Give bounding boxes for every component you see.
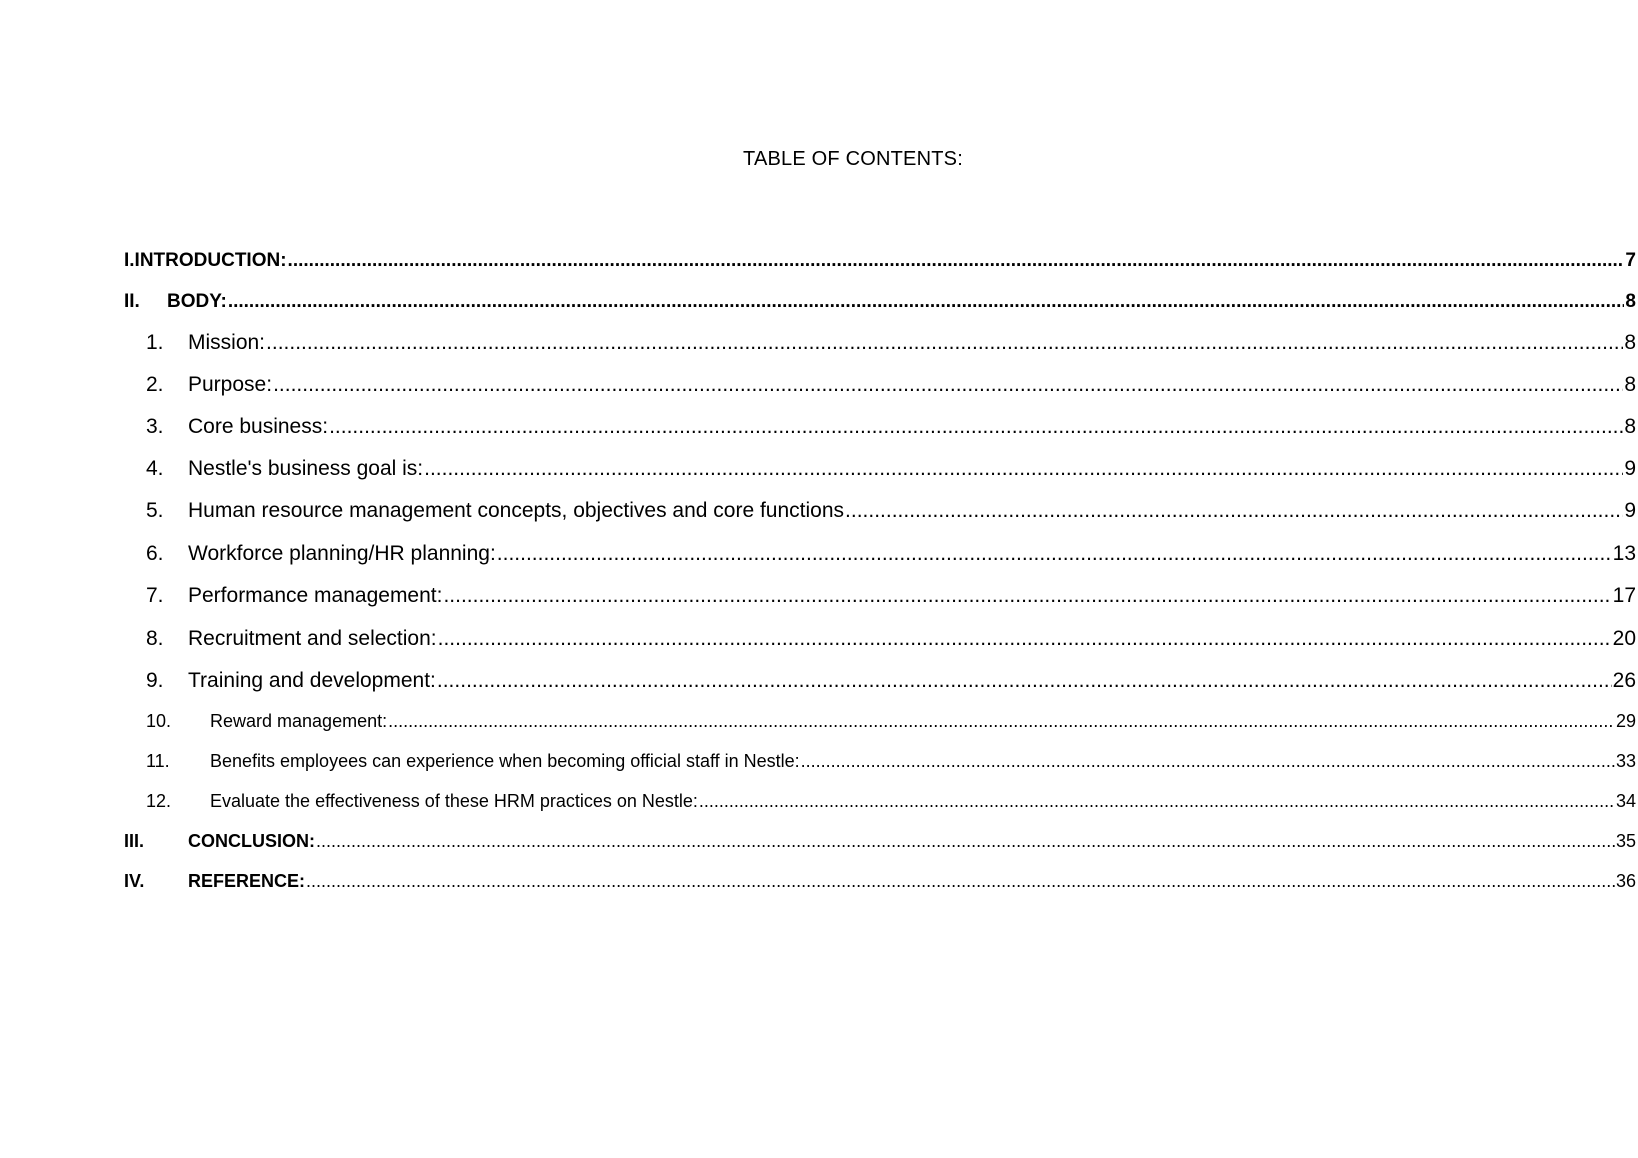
toc-entry-number: 10. — [146, 711, 172, 731]
toc-entry-evaluate[interactable] — [124, 791, 1636, 812]
toc-entry-number: 12. — [146, 791, 172, 811]
toc-page-number: 33 — [1615, 751, 1636, 771]
toc-page-number: 34 — [1615, 791, 1636, 811]
toc-entry-workforce-planning[interactable] — [124, 542, 1636, 566]
dot-leader — [438, 627, 1612, 651]
toc-entry-number: 5. — [146, 499, 164, 522]
toc-entry-number: 11. — [146, 751, 170, 771]
dot-leader — [329, 415, 1623, 439]
dot-leader — [266, 331, 1623, 355]
toc-entry-text: Mission: — [188, 331, 266, 354]
toc-page-number: 8 — [1624, 373, 1636, 396]
toc-entry-recruitment[interactable] — [124, 627, 1636, 651]
toc-entry-number: 3. — [146, 415, 164, 438]
dot-leader — [228, 291, 1625, 313]
dot-leader — [497, 542, 1612, 566]
toc-entry-body[interactable] — [124, 291, 1636, 313]
toc-entry-introduction[interactable] — [124, 250, 1636, 272]
toc-page-number: 9 — [1624, 457, 1636, 480]
dot-leader — [801, 751, 1615, 772]
toc-entry-text: Reward management: — [210, 711, 388, 731]
toc-entry-core-business[interactable] — [124, 415, 1636, 439]
toc-entry-number: IV. — [124, 871, 145, 891]
toc-page-number: 9 — [1624, 499, 1636, 522]
dot-leader — [437, 669, 1612, 693]
dot-leader — [306, 871, 1615, 892]
toc-entry-number: 1. — [146, 331, 164, 354]
toc-page-number: 8 — [1624, 415, 1636, 438]
toc-entry-text: Training and development: — [188, 669, 436, 692]
toc-entry-number: III. — [124, 831, 145, 851]
toc-entry-text: CONCLUSION: — [188, 831, 315, 851]
dot-leader — [388, 711, 1615, 732]
toc-page-number: 26 — [1612, 669, 1636, 692]
dot-leader — [699, 791, 1615, 812]
dot-leader — [316, 831, 1615, 852]
toc-entry-text: Human resource management concepts, objectives and core functions — [188, 499, 845, 522]
toc-entry-text: I.INTRODUCTION: — [124, 250, 287, 271]
toc-entry-text: Nestle's business goal is: — [188, 457, 424, 480]
toc-entry-purpose[interactable] — [124, 373, 1636, 397]
toc-entry-text: Workforce planning/HR planning: — [188, 542, 496, 565]
dot-leader — [443, 584, 1611, 608]
toc-page-number: 7 — [1625, 250, 1636, 271]
toc-page-number: 8 — [1625, 291, 1636, 312]
toc-entry-reference[interactable] — [124, 871, 1636, 892]
toc-entry-training[interactable] — [124, 669, 1636, 693]
toc-entry-text: Evaluate the effectiveness of these HRM practices on Nestle: — [210, 791, 698, 811]
toc-entry-text: Recruitment and selection: — [188, 627, 437, 650]
toc-entry-number: 2. — [146, 373, 164, 396]
toc-page-number: 29 — [1615, 711, 1636, 731]
toc-entry-conclusion[interactable] — [124, 831, 1636, 852]
toc-page-number: 8 — [1624, 331, 1636, 354]
toc-entry-business-goal[interactable] — [124, 457, 1636, 481]
toc-entry-text: Benefits employees can experience when becoming official staff in Nestle: — [210, 751, 800, 771]
toc-entry-reward-management[interactable] — [124, 711, 1636, 732]
toc-page-number: 17 — [1612, 584, 1636, 607]
dot-leader — [288, 250, 1625, 272]
dot-leader — [845, 499, 1623, 523]
toc-entry-number: 9. — [146, 669, 164, 692]
toc-page-number: 36 — [1615, 871, 1636, 891]
toc-entry-number: 7. — [146, 584, 164, 607]
toc-entry-text: REFERENCE: — [188, 871, 306, 891]
toc-page-number: 20 — [1612, 627, 1636, 650]
toc-entry-text: Performance management: — [188, 584, 443, 607]
toc-page-number: 13 — [1612, 542, 1636, 565]
toc-entry-number: II. — [124, 291, 140, 312]
toc-entry-number: 4. — [146, 457, 164, 480]
toc-entry-benefits[interactable] — [124, 751, 1636, 772]
toc-entry-number: 6. — [146, 542, 164, 565]
toc-entry-text: Core business: — [188, 415, 329, 438]
dot-leader — [424, 457, 1623, 481]
dot-leader — [273, 373, 1623, 397]
toc-entry-performance-management[interactable] — [124, 584, 1636, 608]
toc-entry-hrm-concepts[interactable] — [124, 499, 1636, 523]
toc-title: TABLE OF CONTENTS: — [743, 148, 963, 170]
toc-page-number: 35 — [1615, 831, 1636, 851]
toc-entry-number: 8. — [146, 627, 164, 650]
toc-entry-text: Purpose: — [188, 373, 273, 396]
toc-entry-mission[interactable] — [124, 331, 1636, 355]
toc-entry-text: BODY: — [167, 291, 227, 312]
